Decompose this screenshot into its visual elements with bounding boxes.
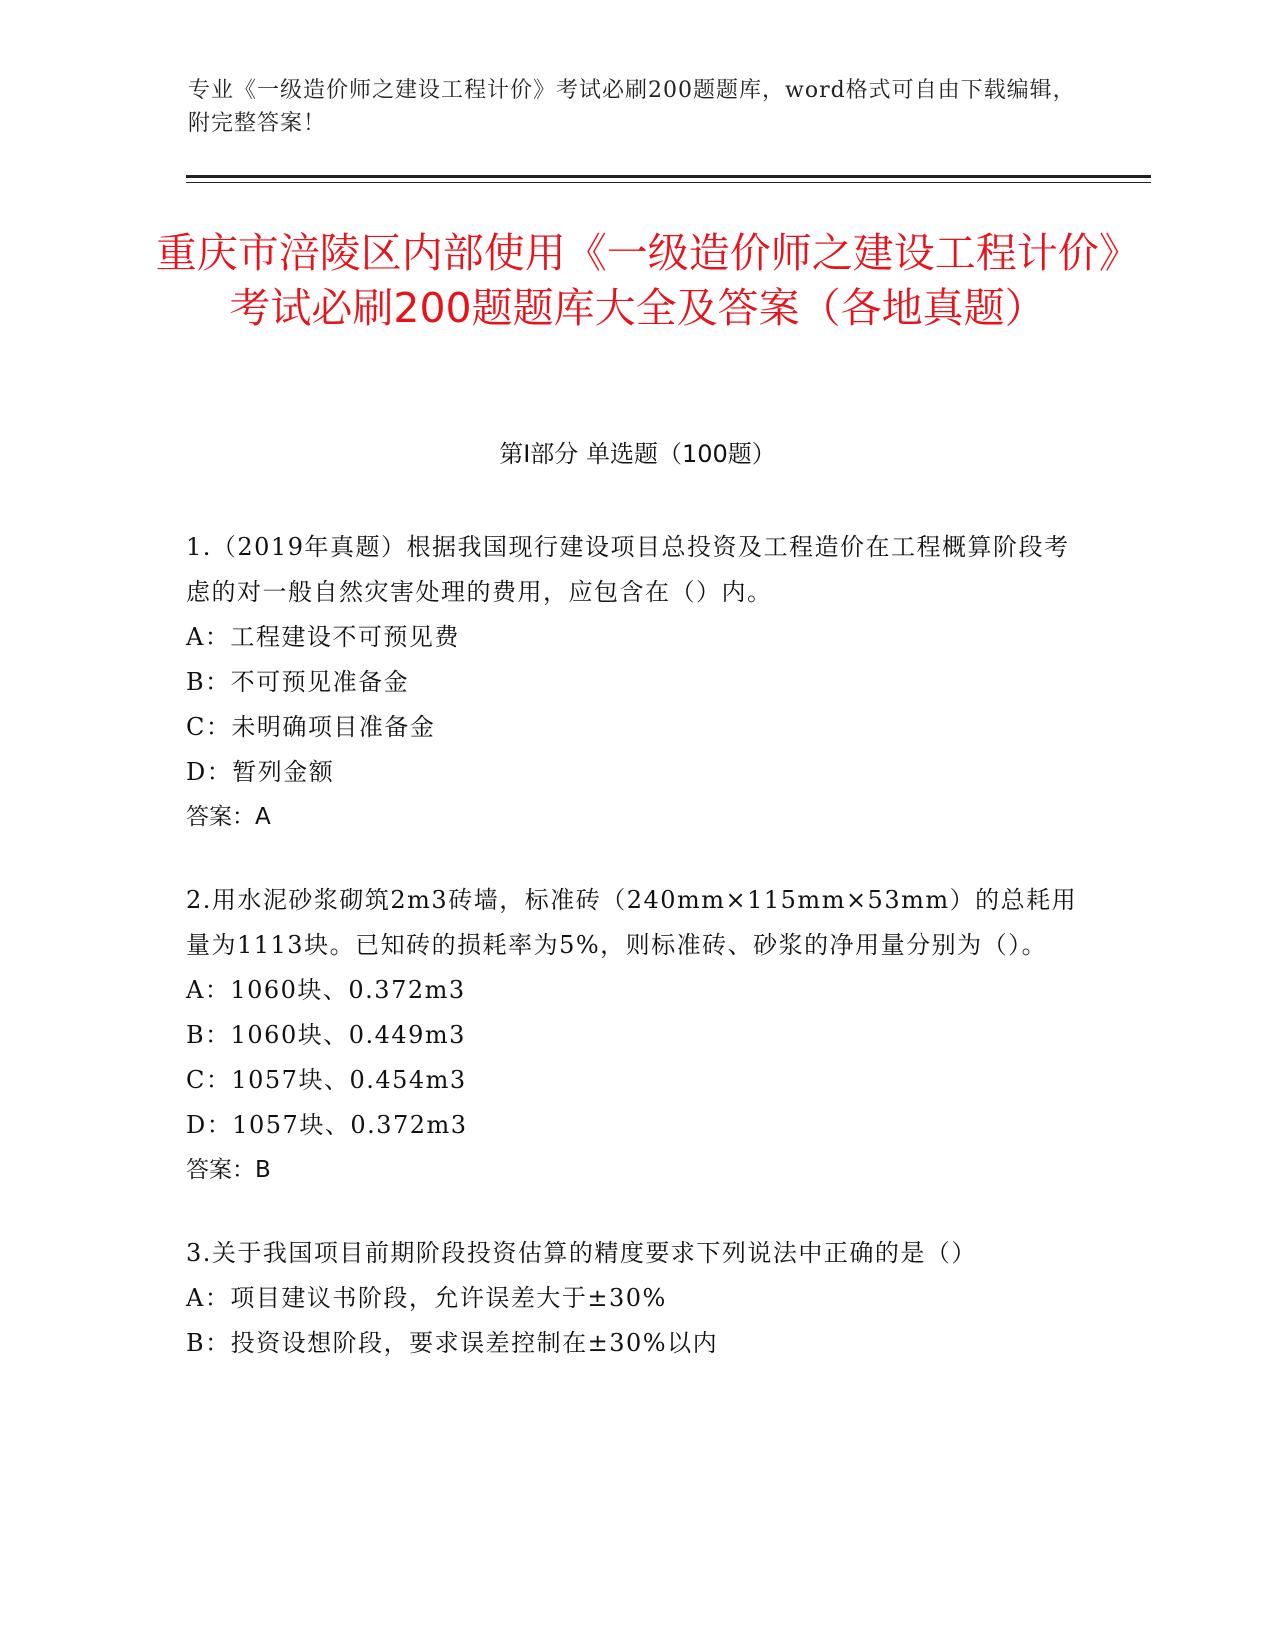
answer: 答案：A — [186, 804, 271, 830]
option-a: A：项目建议书阶段，允许误差大于±30% — [186, 1284, 667, 1312]
question-1 — [186, 525, 1086, 840]
option-c: C：未明确项目准备金 — [186, 713, 436, 741]
answer: 答案：B — [186, 1157, 271, 1183]
question-text: 2.用水泥砂浆砌筑2m3砖墙，标准砖（240mm×115mm×53mm）的总耗用量为1113块。已知砖的损耗率为5%，则标准砖、砂浆的净用量分别为（）。 — [186, 886, 1078, 959]
question-2 — [186, 878, 1086, 1193]
question-text: 1.（2019年真题）根据我国现行建设项目总投资及工程造价在工程概算阶段考虑的对一般自然灾害处理的费用，应包含在（）内。 — [186, 533, 1070, 606]
option-c: C：1057块、0.454m3 — [186, 1066, 467, 1094]
document-title: 重庆市涪陵区内部使用《一级造价师之建设工程计价》考试必刷200题题库大全及答案（各地真题） — [155, 229, 1120, 332]
question-3 — [186, 1231, 1086, 1366]
header-rule-thin — [186, 182, 1151, 183]
header-note: 专业《一级造价师之建设工程计价》考试必刷200题题库，word格式可自由下载编辑，附完整答案！ — [188, 78, 1076, 136]
header-rule-thick — [186, 175, 1151, 178]
question-list — [186, 525, 1086, 1404]
option-a: A：1060块、0.372m3 — [186, 976, 466, 1004]
option-b: B：投资设想阶段，要求误差控制在±30%以内 — [186, 1329, 719, 1357]
option-a: A：工程建设不可预见费 — [186, 623, 460, 651]
option-b: B：1060块、0.449m3 — [186, 1021, 466, 1049]
section-heading: 第I部分 单选题（100题） — [499, 440, 776, 468]
option-b: B：不可预见准备金 — [186, 668, 410, 696]
option-d: D：暂列金额 — [186, 758, 335, 786]
option-d: D：1057块、0.372m3 — [186, 1111, 468, 1139]
question-text: 3.关于我国项目前期阶段投资估算的精度要求下列说法中正确的是（） — [186, 1239, 977, 1267]
